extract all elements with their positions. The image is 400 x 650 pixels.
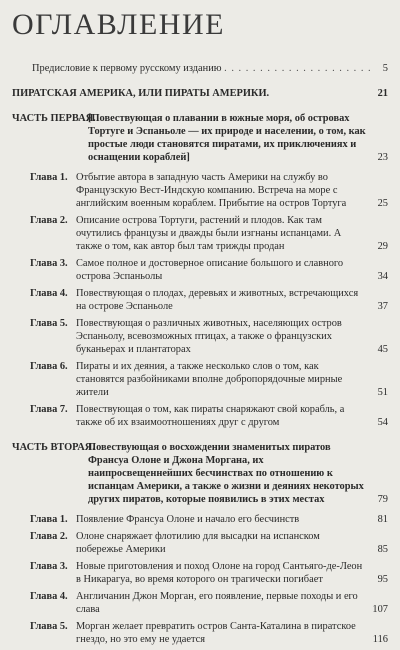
page-number: 107 — [372, 604, 388, 615]
toc-entry-section[interactable] — [12, 87, 388, 100]
chapter-label: Глава 4. — [30, 288, 68, 299]
toc-entry-chapter[interactable] — [12, 257, 388, 283]
entry-text: Повествующая о плодах, деревьях и животных, встречающихся на острове Эспаньоле — [76, 288, 359, 312]
page-number: 95 — [377, 574, 388, 585]
entry-text: Англичанин Джон Морган, его появление, первые походы и его слава — [76, 591, 358, 615]
toc-entry-chapter[interactable] — [12, 620, 388, 646]
page-number: 23 — [377, 152, 388, 163]
entry-text: Новые приготовления и поход Олоне на город Сантьяго-де-Леон в Никарагуа, во время которого он трагически погибает — [76, 561, 363, 585]
chapter-label: Глава 4. — [30, 591, 68, 602]
entry-text: Повествующая о том, как пираты снаряжают свой корабль, а также об их взаимоотношениях друг с другом — [76, 404, 345, 428]
chapter-label: Глава 5. — [30, 621, 68, 632]
entry-text: Описание острова Тортуги, растений и плодов. Как там очутились французы и дважды были изгнаны испанцами. А также о том, как автор был там трижды продан — [76, 215, 342, 252]
toc-entry-preface[interactable]: Предисловие к первому русскому изданию . . . . . . . . . . . . . . . . . . . . . 5 — [32, 63, 388, 74]
chapter-label: Глава 2. — [30, 531, 68, 542]
part-label: ЧАСТЬ ПЕРВАЯ. — [12, 113, 96, 124]
page-number: 37 — [377, 301, 388, 312]
toc-entry-part-two[interactable] — [12, 441, 388, 506]
page-title: ОГЛАВЛЕНИЕ — [12, 8, 225, 41]
page-number: 51 — [377, 387, 388, 398]
page-number: 25 — [377, 198, 388, 209]
page-number: 79 — [377, 494, 388, 505]
toc-entry-chapter[interactable] — [12, 530, 388, 556]
page-number: 81 — [377, 514, 388, 525]
toc-entry-chapter[interactable] — [12, 287, 388, 313]
entry-text: Морган желает превратить остров Санта-Каталина в пиратское гнездо, но это ему не удается — [76, 621, 356, 645]
chapter-label: Глава 3. — [30, 258, 68, 269]
chapter-label: Глава 1. — [30, 514, 68, 525]
toc-entry-chapter[interactable] — [12, 403, 388, 429]
toc-entry-chapter[interactable] — [12, 513, 388, 526]
toc-entry-chapter[interactable] — [12, 317, 388, 356]
toc-entry-chapter[interactable] — [12, 590, 388, 616]
page-number: 116 — [372, 634, 388, 645]
chapter-label: Глава 1. — [30, 172, 68, 183]
page-number: 29 — [377, 241, 388, 252]
toc-entry-chapter[interactable] — [12, 560, 388, 586]
entry-text: Самое полное и достоверное описание большого и славного острова Эспаньолы — [76, 258, 344, 282]
page-number: 34 — [377, 271, 388, 282]
entry-text: [Повествующая о плавании в южные моря, об островах Тортуге и Эспаньоле — их природе и населении, о том, как простые люди становятся пиратами, их приключениях и оснащении кораблей] — [88, 113, 366, 163]
toc-entry-chapter[interactable] — [12, 360, 388, 399]
entry-text: ПИРАТСКАЯ АМЕРИКА, ИЛИ ПИРАТЫ АМЕРИКИ. — [12, 88, 270, 99]
chapter-label: Глава 6. — [30, 361, 68, 372]
page-number: 21 — [377, 88, 388, 99]
entry-text: Появление Франсуа Олоне и начало его бесчинств — [76, 514, 300, 525]
entry-text: Повествующая о восхождении знаменитых пиратов Франсуа Олоне и Джона Моргана, их наипросвещеннейших бесчинствах по отношению к испанцам Америки, а также о жизни и деяниях некоторых других пиратов, которые появились в этих местах — [88, 442, 364, 505]
entry-text: Отбытие автора в западную часть Америки на службу во Французскую Вест-Индскую компанию. Встреча на море с английским военным кораблем. Прибытие на остров Тортуга — [76, 172, 347, 209]
entry-text: Пираты и их деяния, а также несколько слов о том, как становятся разбойниками вполне добропорядочные мирные жители — [76, 361, 343, 398]
page-number: 54 — [377, 417, 388, 428]
chapter-label: Глава 3. — [30, 561, 68, 572]
page-number: 85 — [377, 544, 388, 555]
entry-text: Олоне снаряжает флотилию для высадки на испанском побережье Америки — [76, 531, 320, 555]
chapter-label: Глава 2. — [30, 215, 68, 226]
toc-entry-chapter[interactable] — [12, 214, 388, 253]
entry-text: Повествующая о различных животных, населяющих остров Эспаньолу, всевозможных птицах, а также о французских буканьерах и плантаторах — [76, 318, 342, 355]
part-label: ЧАСТЬ ВТОРАЯ. — [12, 442, 95, 453]
toc-entry-chapter[interactable] — [12, 171, 388, 210]
chapter-label: Глава 7. — [30, 404, 68, 415]
page-number: 5 — [382, 63, 388, 74]
entry-text: Предисловие к первому русскому изданию — [32, 63, 222, 74]
table-of-contents — [12, 62, 388, 650]
chapter-label: Глава 5. — [30, 318, 68, 329]
toc-entry-part-one[interactable] — [12, 112, 388, 164]
page-number: 45 — [377, 344, 388, 355]
